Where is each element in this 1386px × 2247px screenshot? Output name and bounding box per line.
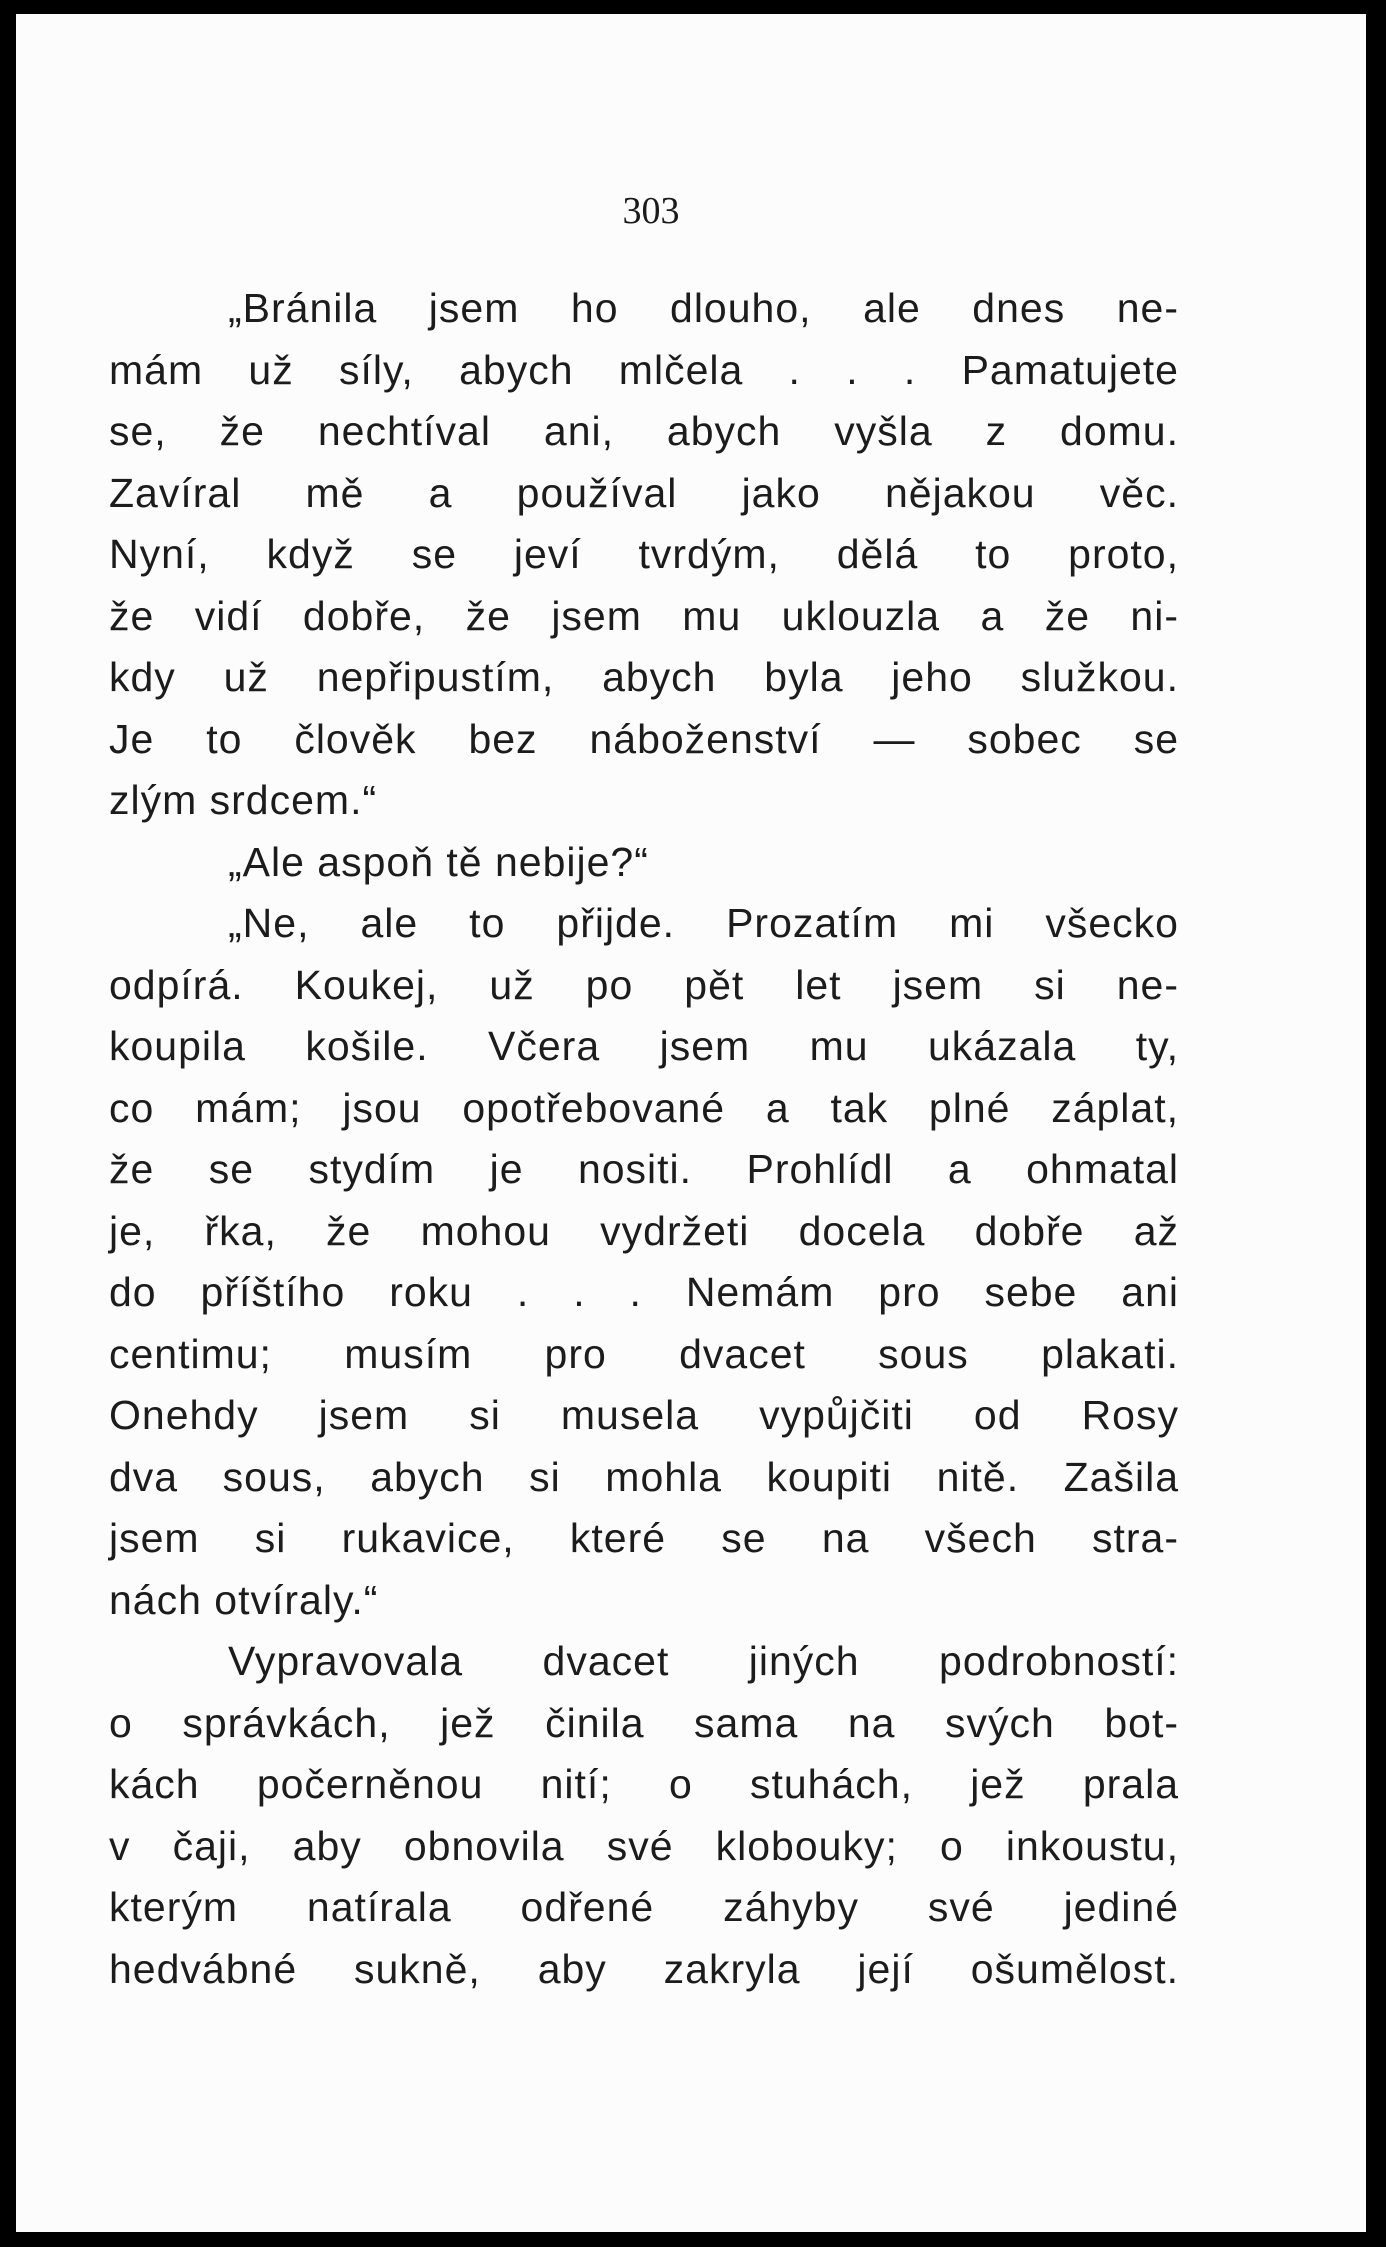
text-line: Nyní, když se jeví tvrdým, dělá to proto, [109,531,1179,577]
text-line: je, řka, že mohou vydržeti docela dobře až [109,1207,1179,1254]
text-line: hedvábné sukně, aby zakryla její ošumělost. [109,1945,1179,1992]
text-line: „Ale aspoň tě nebije?“ [228,838,649,885]
text-line: koupila košile. Včera jsem mu ukázala ty, [109,1023,1179,1069]
text-line: že se stydím je nositi. Prohlídl a ohmatal [109,1146,1179,1192]
text-line: jsem si rukavice, které se na všech stra- [109,1515,1179,1561]
text-line: kách počerněnou nití; o stuhách, jež prala [109,1761,1179,1807]
body-text [109,278,1179,2000]
text-line: že vidí dobře, že jsem mu uklouzla a že ni- [109,592,1179,639]
text-line: centimu; musím pro dvacet sous plakati. [109,1330,1179,1377]
text-line: mám už síly, abych mlčela . . . Pamatujete [109,346,1179,393]
text-line: v čaji, aby obnovila své klobouky; o inkoustu, [109,1822,1179,1869]
text-line: Onehdy jsem si musela vypůjčiti od Rosy [109,1392,1179,1438]
text-line: „Ne, ale to přijde. Prozatím mi všecko [228,900,1179,946]
text-line: „Bránila jsem ho dlouho, ale dnes ne- [228,285,1179,331]
page-number: 303 [622,190,680,232]
book-page [16,14,1366,2232]
text-line: odpírá. Koukej, už po pět let jsem si ne- [109,961,1179,1008]
text-line: se, že nechtíval ani, abych vyšla z domu. [109,408,1179,454]
text-line: Zavíral mě a používal jako nějakou věc. [109,469,1179,516]
text-line: do příštího roku . . . Nemám pro sebe ani [109,1269,1179,1315]
text-line: kdy už nepřipustím, abych byla jeho služkou. [109,654,1179,700]
text-line: nách otvíraly.“ [109,1576,379,1623]
text-line: zlým srdcem.“ [109,777,378,823]
text-line: kterým natírala odřené záhyby své jediné [109,1884,1179,1930]
text-line: Je to člověk bez náboženství — sobec se [109,715,1179,762]
text-line: co mám; jsou opotřebované a tak plné záplat, [109,1084,1179,1131]
text-line: Vypravovala dvacet jiných podrobností: [228,1638,1179,1684]
text-line: o správkách, jež činila sama na svých bot- [109,1699,1179,1746]
text-line: dva sous, abych si mohla koupiti nitě. Zašila [109,1453,1179,1500]
